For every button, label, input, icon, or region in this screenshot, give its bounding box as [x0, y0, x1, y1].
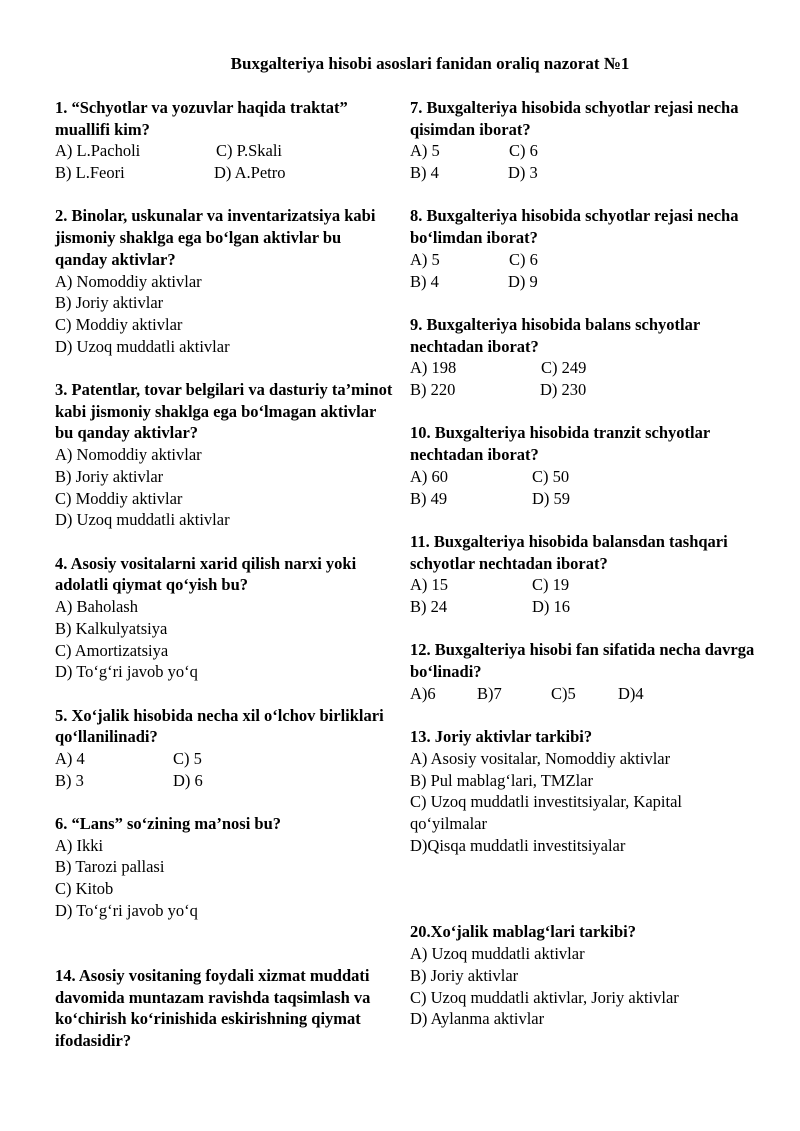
- option-c: C) Uzoq muddatli aktivlar, Joriy aktivlar: [410, 987, 679, 1007]
- option-a: A) Baholash: [55, 597, 138, 617]
- option-a: A)6: [410, 683, 436, 703]
- question-4: [55, 553, 395, 683]
- option-b: B) Joriy aktivlar: [55, 466, 164, 486]
- option-b: B) 3: [55, 770, 84, 790]
- option-a: A) Uzoq muddatli aktivlar: [410, 944, 585, 964]
- question-text: 12. Buxgalteriya hisobi fan sifatida necha davrga bo‘linadi?: [410, 640, 755, 682]
- option-b: B) L.Feori: [55, 163, 125, 183]
- option-c: C) Uzoq muddatli investitsiyalar, Kapital qo‘yilmalar: [410, 792, 682, 833]
- option-d: D) 16: [532, 596, 571, 616]
- right-column: [410, 97, 755, 1052]
- question-10: [410, 422, 755, 509]
- option-d: D) 59: [532, 488, 571, 508]
- left-column: [55, 97, 395, 1073]
- option-d: D) A.Petro: [214, 163, 286, 183]
- option-d: D) 9: [508, 271, 538, 291]
- option-a: A) L.Pacholi: [55, 141, 141, 161]
- question-2: [55, 205, 395, 357]
- option-c: C) 6: [509, 141, 538, 161]
- option-d: D) 3: [508, 163, 538, 183]
- question-text: 2. Binolar, uskunalar va inventarizatsiya kabi jismoniy shaklga ega bo‘lgan aktivlar bu qanday aktivlar?: [55, 206, 376, 269]
- question-text: 10. Buxgalteriya hisobida tranzit schyotlar nechtadan iborat?: [410, 423, 710, 465]
- question-3: [55, 379, 395, 531]
- option-c: C) Amortizatsiya: [55, 640, 169, 660]
- option-b: B) 4: [410, 163, 439, 183]
- option-c: C) 19: [532, 575, 570, 595]
- question-11: [410, 531, 755, 618]
- option-d: D) Uzoq muddatli aktivlar: [55, 510, 230, 530]
- option-d: D)Qisqa muddatli investitsiyalar: [410, 835, 626, 855]
- question-text: 14. Asosiy vositaning foydali xizmat muddati davomida muntazam ravishda taqsimlash va ko‘chirish ko‘rinishida eskirishning qiymat ifodasidir?: [55, 965, 371, 1051]
- option-b: B) Kalkulyatsiya: [55, 618, 168, 638]
- option-a: A) Nomoddiy aktivlar: [55, 445, 202, 465]
- option-a: A) 5: [410, 249, 440, 269]
- option-c: C) 6: [509, 249, 538, 269]
- question-text: 1. “Schyotlar va yozuvlar haqida traktat” muallifi kim?: [55, 98, 348, 139]
- option-d: D) Aylanma aktivlar: [410, 1009, 545, 1029]
- question-text: 11. Buxgalteriya hisobida balansdan tashqari schyotlar nechtadan iborat?: [410, 531, 728, 573]
- option-c: C) Moddiy aktivlar: [55, 488, 183, 508]
- question-text: 20.Xo‘jalik mablag‘lari tarkibi?: [410, 922, 636, 942]
- question-text: 6. “Lans” so‘zining ma’nosi bu?: [55, 814, 282, 834]
- option-a: A) 198: [410, 358, 457, 378]
- option-d: D) 6: [173, 770, 203, 790]
- page-title: Buxgalteriya hisobi asoslari fanidan oraliq nazorat №1: [230, 54, 630, 73]
- option-b: B) Joriy aktivlar: [410, 965, 519, 985]
- option-d: D) 230: [540, 380, 587, 400]
- option-a: A) 4: [55, 749, 85, 768]
- option-c: C) Kitob: [55, 879, 114, 899]
- option-a: A) Nomoddiy aktivlar: [55, 271, 202, 291]
- option-b: B) 49: [410, 488, 448, 508]
- question-8: [410, 205, 755, 292]
- question-text: 3. Patentlar, tovar belgilari va dasturiy ta’minot kabi jismoniy shaklga ega bo‘lmagan aktivlar bu qanday aktivlar?: [55, 380, 393, 443]
- question-text: 9. Buxgalteriya hisobida balans schyotlar nechtadan iborat?: [410, 314, 700, 356]
- option-a: A) 5: [410, 141, 440, 161]
- option-a: A) Ikki: [55, 835, 104, 855]
- option-c: C) 249: [541, 358, 587, 378]
- question-14: [55, 965, 395, 1052]
- option-a: A) 15: [410, 575, 449, 595]
- option-b: B) 4: [410, 271, 439, 291]
- option-b: B) Tarozi pallasi: [55, 857, 165, 877]
- option-a: A) Asosiy vositalar, Nomoddiy aktivlar: [410, 748, 671, 768]
- option-c: C) Moddiy aktivlar: [55, 314, 183, 334]
- option-c: C) 5: [173, 749, 202, 768]
- option-b: B)7: [477, 683, 502, 703]
- question-5: [55, 705, 395, 792]
- question-1: [55, 97, 395, 184]
- option-b: B) Joriy aktivlar: [55, 293, 164, 313]
- option-c: C)5: [551, 683, 576, 703]
- question-text: 7. Buxgalteriya hisobida schyotlar rejasi necha qisimdan iborat?: [410, 98, 739, 139]
- option-d: D) Uzoq muddatli aktivlar: [55, 336, 230, 356]
- option-b: B) 220: [410, 380, 456, 400]
- question-13: [410, 726, 755, 856]
- question-9: [410, 314, 755, 401]
- question-text: 8. Buxgalteriya hisobida schyotlar rejasi necha bo‘limdan iborat?: [410, 206, 739, 248]
- option-c: C) P.Skali: [216, 141, 283, 161]
- question-text: 4. Asosiy vositalarni xarid qilish narxi yoki adolatli qiymat qo‘yish bu?: [55, 553, 357, 595]
- option-d: D) To‘g‘ri javob yo‘q: [55, 900, 198, 920]
- question-20: [410, 921, 755, 1030]
- option-d: D)4: [618, 683, 644, 703]
- question-text: 13. Joriy aktivlar tarkibi?: [410, 727, 593, 747]
- question-12: [410, 639, 755, 704]
- option-b: B) Pul mablag‘lari, TMZlar: [410, 770, 593, 790]
- option-a: A) 60: [410, 466, 449, 486]
- question-7: [410, 97, 755, 184]
- option-c: C) 50: [532, 466, 570, 486]
- option-d: D) To‘g‘ri javob yo‘q: [55, 662, 198, 682]
- question-6: [55, 813, 395, 922]
- option-b: B) 24: [410, 596, 448, 616]
- question-text: 5. Xo‘jalik hisobida necha xil o‘lchov birliklari qo‘llanilinadi?: [55, 705, 384, 747]
